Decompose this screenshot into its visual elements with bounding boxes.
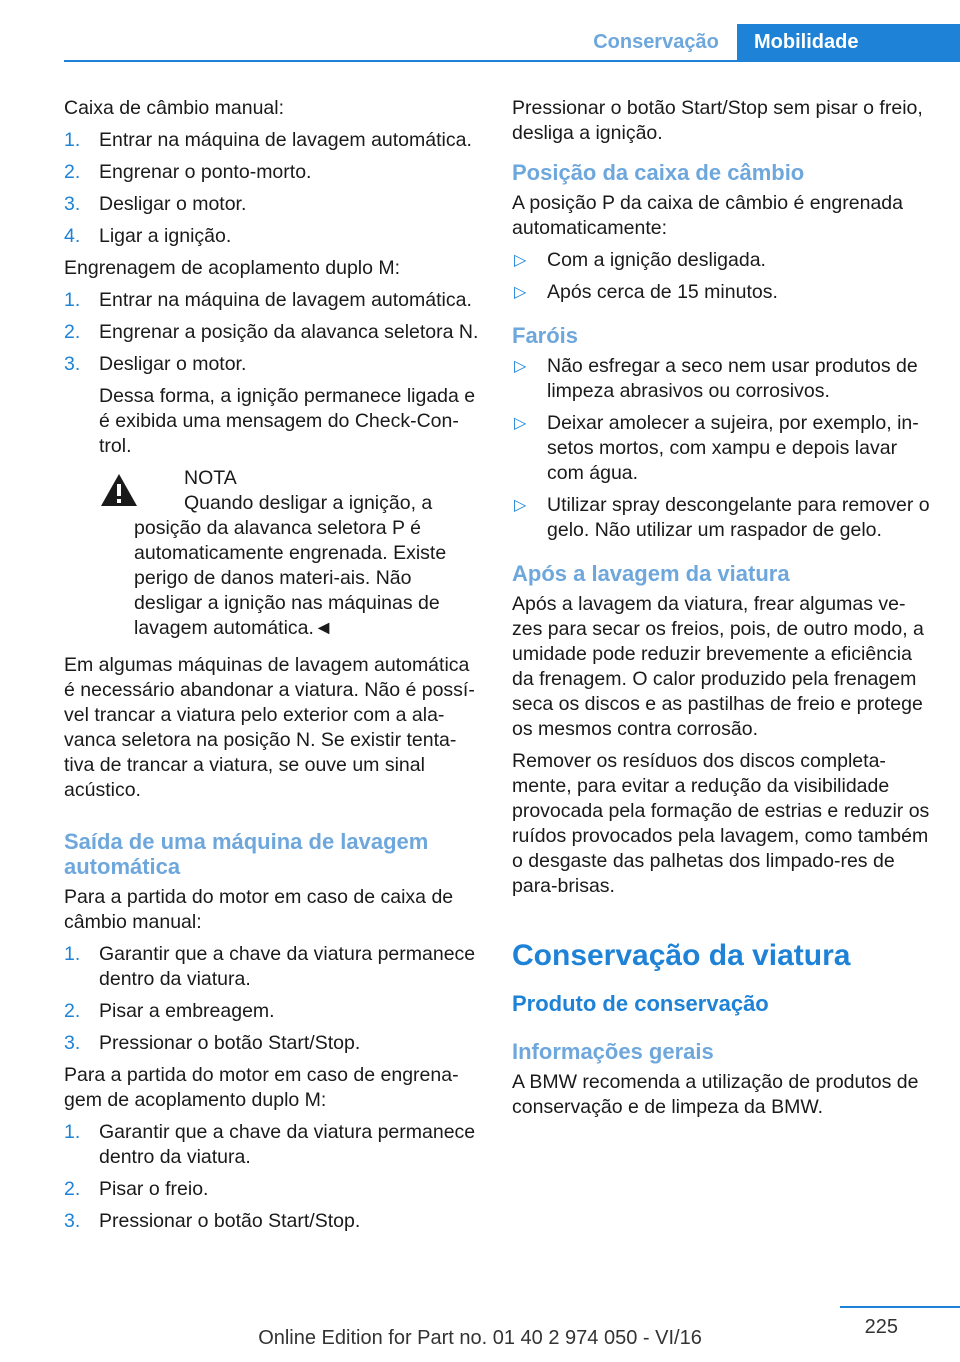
list-item	[64, 352, 479, 459]
section-heading-general-info: Informações gerais	[512, 1039, 714, 1064]
step-text: Engrenar o ponto-morto.	[99, 161, 312, 183]
list-item	[64, 999, 479, 1024]
exit-manual-steps-list	[64, 942, 479, 1056]
list-item	[512, 248, 932, 273]
triangle-bullet-icon: ▷	[514, 415, 527, 432]
step-text: Garantir que a chave da viatura permanece dentro da viatura.	[99, 943, 476, 990]
general-info-paragraph: A BMW recomenda a utilização de produtos de conservação e de limpeza da BMW.	[512, 1071, 919, 1118]
item-text: Com a ignição desligada.	[547, 249, 766, 271]
item-text: Não esfregar a seco nem usar produtos de limpeza abrasivos ou corrosivos.	[547, 355, 918, 402]
start-stop-paragraph: Pressionar o botão Start/Stop sem pisar o freio, desliga a ignição.	[512, 97, 923, 144]
warning-paragraph: Em algumas máquinas de lavagem automática é necessário abandonar a viatura. Não é possí-vel trancar a viatura pelo exterior com a ala-vanca seletora na posição N. Se existir tenta-tiva de trancar a viatura, se ouve um sinal acústico.	[64, 654, 475, 801]
list-item	[64, 1120, 479, 1170]
item-text: Utilizar spray descongelante para remover o gelo. Não utilizar um raspador de gelo.	[547, 494, 930, 541]
exit-manual-intro: Para a partida do motor em caso de caixa de câmbio manual:	[64, 886, 454, 933]
warning-triangle-icon	[99, 472, 139, 508]
section-heading-exit: Saída de uma máquina de lavagem automática	[64, 829, 429, 879]
step-text: Garantir que a chave da viatura permanece dentro da viatura.	[99, 1121, 476, 1168]
note-text: Quando desligar a ignição, a posição da alavanca seletora P é automaticamente engrenada. Existe perigo de danos materi-ais. Não desligar a ignição nas máquinas de lavagem automática.◄	[134, 492, 447, 639]
dct-intro: Engrenagem de acoplamento duplo M:	[64, 257, 401, 279]
step-number: 2.	[64, 1178, 81, 1200]
list-item	[64, 1031, 479, 1056]
left-column	[64, 96, 479, 1241]
list-item	[512, 411, 932, 486]
step-number: 2.	[64, 161, 81, 183]
manual-gearbox-intro: Caixa de câmbio manual:	[64, 97, 285, 119]
list-item	[512, 354, 932, 404]
step-number: 1.	[64, 289, 81, 311]
list-item	[512, 280, 932, 305]
list-item	[512, 493, 932, 543]
step-text: Desligar o motor.	[99, 353, 247, 375]
step-text: Desligar o motor.	[99, 193, 247, 215]
gear-list	[512, 248, 932, 305]
step-text: Pisar a embreagem.	[99, 1000, 275, 1022]
subheading-care-products: Produto de conservação	[512, 991, 769, 1016]
step-text: Pressionar o botão Start/Stop.	[99, 1032, 361, 1054]
exit-dct-intro: Para a partida do motor em caso de engrena-gem de acoplamento duplo M:	[64, 1064, 459, 1111]
triangle-bullet-icon: ▷	[514, 497, 527, 514]
tab-mobilidade: Mobilidade	[737, 24, 960, 60]
item-text: Após cerca de 15 minutos.	[547, 281, 778, 303]
step-text: Entrar na máquina de lavagem automática.	[99, 129, 472, 151]
headlights-list	[512, 354, 932, 543]
step-number: 3.	[64, 1032, 81, 1054]
triangle-bullet-icon: ▷	[514, 284, 527, 301]
list-item	[64, 288, 479, 313]
step-number: 4.	[64, 225, 81, 247]
list-item	[64, 224, 479, 249]
chapter-heading-vehicle-care: Conservação da viatura	[512, 939, 851, 972]
note-title: NOTA	[184, 467, 237, 489]
footer-rule	[840, 1306, 960, 1308]
after-wash-paragraph-1: Após a lavagem da viatura, frear algumas ve-zes para secar os freios, pois, de outro modo, a umidade pode reduzir brevemente a eficiência da frenagem. O calor produzido pela frenagem seca os discos e as pastilhas de freio e protege os mesmos contra corrosão.	[512, 593, 924, 740]
step-subtext: Dessa forma, a ignição permanece ligada e é exibida uma mensagem do Check-Con-trol.	[99, 385, 476, 457]
item-text: Deixar amolecer a sujeira, por exemplo, in-setos mortos, com xampu e depois lavar com água.	[547, 412, 919, 484]
list-item	[64, 192, 479, 217]
step-text: Entrar na máquina de lavagem automática.	[99, 289, 472, 311]
step-number: 3.	[64, 1210, 81, 1232]
header-rule	[64, 60, 960, 62]
triangle-bullet-icon: ▷	[514, 252, 527, 269]
page-number: 225	[864, 1316, 898, 1338]
step-text: Engrenar a posição da alavanca seletora N.	[99, 321, 479, 343]
step-text: Ligar a ignição.	[99, 225, 232, 247]
step-number: 3.	[64, 353, 81, 375]
right-column	[512, 96, 932, 1127]
step-number: 3.	[64, 193, 81, 215]
footer-edition-text: Online Edition for Part no. 01 40 2 974 050 - VI/16	[258, 1327, 702, 1349]
list-item	[64, 160, 479, 185]
list-item	[64, 1209, 479, 1234]
list-item	[64, 942, 479, 992]
step-number: 1.	[64, 943, 81, 965]
list-item	[64, 320, 479, 345]
step-number: 2.	[64, 1000, 81, 1022]
triangle-bullet-icon: ▷	[514, 358, 527, 375]
step-text: Pressionar o botão Start/Stop.	[99, 1210, 361, 1232]
list-item	[64, 128, 479, 153]
gear-intro: A posição P da caixa de câmbio é engrenada automaticamente:	[512, 192, 903, 239]
note-box	[99, 466, 479, 641]
page-header	[0, 0, 960, 64]
exit-dct-steps-list	[64, 1120, 479, 1234]
section-heading-after-wash: Após a lavagem da viatura	[512, 561, 790, 586]
section-heading-gear-position: Posição da caixa de câmbio	[512, 160, 805, 185]
step-number: 1.	[64, 129, 81, 151]
tab-conservacao: Conservação	[593, 31, 719, 53]
after-wash-paragraph-2: Remover os resíduos dos discos completa-mente, para evitar a redução da visibilidade provocada pela formação de estrias e reduzir os ruídos provocados pela lavagem, como também o desgaste das palhetas dos limpado-res de para-brisas.	[512, 750, 930, 897]
step-number: 1.	[64, 1121, 81, 1143]
dct-steps-list	[64, 288, 479, 459]
list-item	[64, 1177, 479, 1202]
step-number: 2.	[64, 321, 81, 343]
step-text: Pisar o freio.	[99, 1178, 209, 1200]
manual-steps-list	[64, 128, 479, 249]
section-heading-headlights: Faróis	[512, 323, 579, 348]
